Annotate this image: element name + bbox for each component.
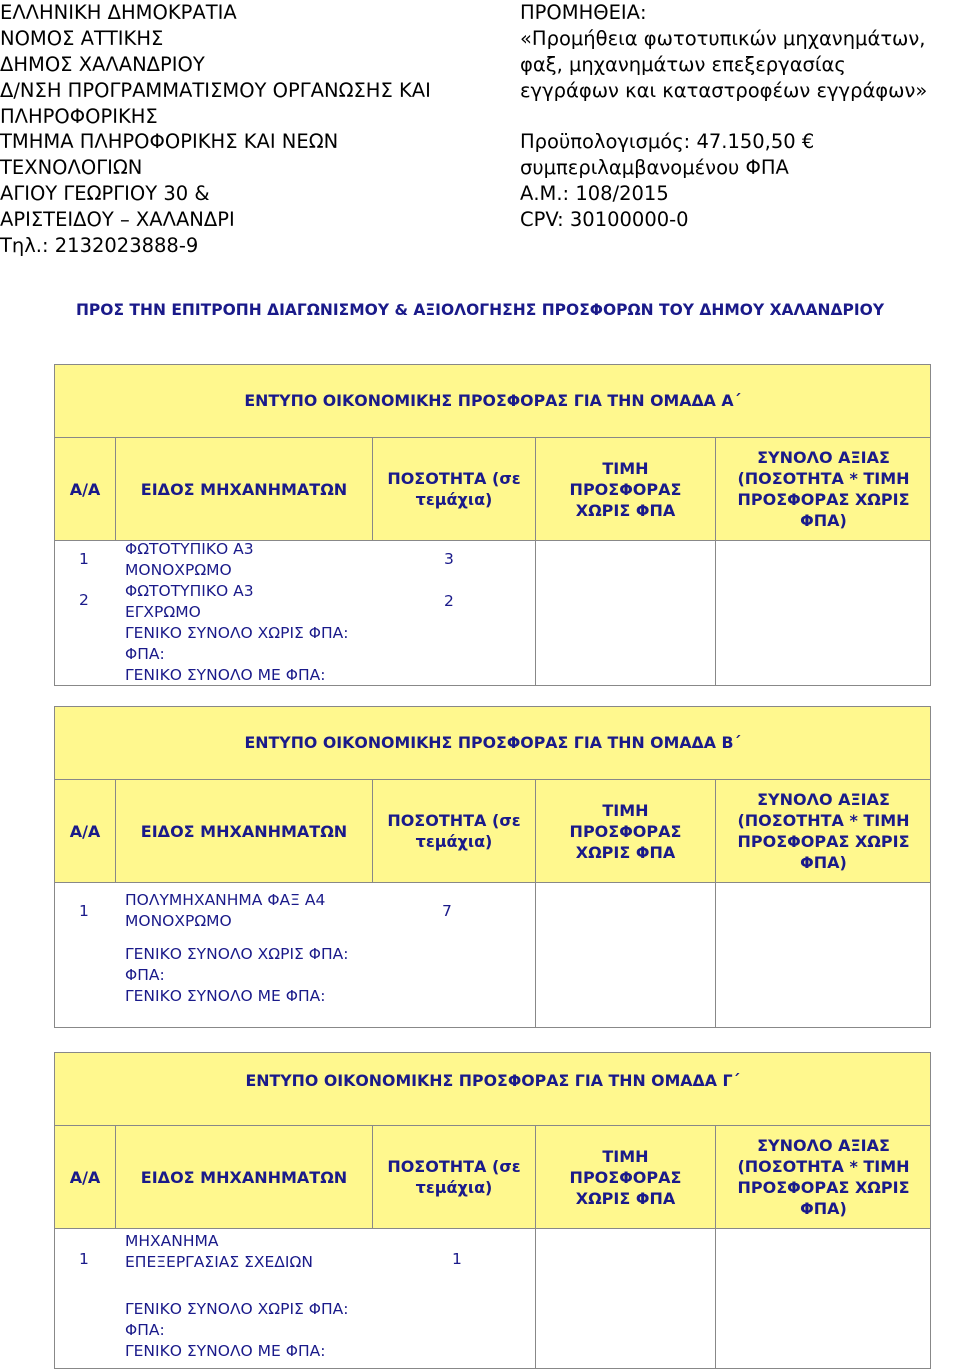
item-number: 1: [79, 550, 89, 568]
total-with-vat-label: ΓΕΝΙΚΟ ΣΥΝΟΛΟ ΜΕ ΦΠΑ:: [125, 987, 326, 1005]
issuer-line: ΝΟΜΟΣ ΑΤΤΙΚΗΣ: [0, 26, 164, 50]
table-body: [54, 540, 931, 686]
issuer-line: ΤΜΗΜΑ ΠΛΗΡΟΦΟΡΙΚΗΣ ΚΑΙ ΝΕΩΝ: [0, 130, 339, 154]
vat-label: ΦΠΑ:: [125, 645, 165, 663]
issuer-line: ΔΗΜΟΣ ΧΑΛΑΝΔΡΙΟΥ: [0, 52, 205, 76]
col-aa-header: Α/Α: [69, 821, 101, 841]
item-number: 1: [79, 902, 89, 920]
col-qty-header: ΠΟΣΟΤΗΤΑ (σε τεμάχια): [372, 780, 535, 882]
item-name: ΕΓΧΡΩΜΟ: [125, 603, 201, 621]
vat-label: ΦΠΑ:: [125, 1321, 165, 1339]
item-quantity: 7: [442, 902, 452, 920]
group-title: ΕΝΤΥΠΟ ΟΙΚΟΝΟΜΙΚΗΣ ΠΡΟΣΦΟΡΑΣ ΓΙΑ ΤΗΝ ΟΜΑΔΑ Α΄: [54, 364, 931, 438]
issuer-line: ΠΛΗΡΟΦΟΡΙΚΗΣ: [0, 104, 158, 128]
issuer-address-block: [0, 0, 431, 259]
procurement-info-block: [520, 0, 927, 233]
procurement-title-line: φαξ, μηχανημάτων επεξεργασίας: [520, 52, 846, 76]
group-title: ΕΝΤΥΠΟ ΟΙΚΟΝΟΜΙΚΗΣ ΠΡΟΣΦΟΡΑΣ ΓΙΑ ΤΗΝ ΟΜΑΔΑ Γ΄: [54, 1052, 931, 1126]
col-qty-header: ΠΟΣΟΤΗΤΑ (σε τεμάχια): [372, 438, 535, 540]
issuer-line: ΕΛΛΗΝΙΚΗ ΔΗΜΟΚΡΑΤΙΑ: [0, 1, 237, 24]
col-aa-header: Α/Α: [69, 1167, 101, 1187]
col-total-header: ΣΥΝΟΛΟ ΑΞΙΑΣ (ΠΟΣΟΤΗΤΑ * ΤΙΜΗ ΠΡΟΣΦΟΡΑΣ ΧΩΡΙΣ ΦΠΑ): [715, 1126, 931, 1228]
group-title: ΕΝΤΥΠΟ ΟΙΚΟΝΟΜΙΚΗΣ ΠΡΟΣΦΟΡΑΣ ΓΙΑ ΤΗΝ ΟΜΑΔΑ Β΄: [54, 706, 931, 780]
item-number: 2: [79, 591, 89, 609]
item-name: ΠΟΛΥΜΗΧΑΝΗΜΑ ΦΑΞ Α4: [125, 891, 326, 909]
col-price-header: ΤΙΜΗ ΠΡΟΣΦΟΡΑΣ ΧΩΡΙΣ ΦΠΑ: [535, 1126, 715, 1228]
registry-number: Α.Μ.: 108/2015: [520, 182, 669, 206]
total-without-vat-label: ΓΕΝΙΚΟ ΣΥΝΟΛΟ ΧΩΡΙΣ ΦΠΑ:: [125, 624, 349, 642]
committee-heading: ΠΡΟΣ ΤΗΝ ΕΠΙΤΡΟΠΗ ΔΙΑΓΩΝΙΣΜΟΥ & ΑΞΙΟΛΟΓΗΣΗΣ ΠΡΟΣΦΟΡΩΝ ΤΟΥ ΔΗΜΟΥ ΧΑΛΑΝΔΡΙΟΥ: [75, 301, 885, 319]
table-header: [54, 437, 931, 541]
issuer-line: ΤΕΧΝΟΛΟΓΙΩΝ: [0, 156, 143, 180]
col-type-header: ΕΙΔΟΣ ΜΗΧΑΝΗΜΑΤΩΝ: [115, 438, 372, 540]
spacer: [520, 104, 927, 130]
col-type-header: ΕΙΔΟΣ ΜΗΧΑΝΗΜΑΤΩΝ: [115, 1126, 372, 1228]
budget-note: συμπεριλαμβανομένου ΦΠΑ: [520, 156, 789, 180]
col-price-header: ΤΙΜΗ ΠΡΟΣΦΟΡΑΣ ΧΩΡΙΣ ΦΠΑ: [535, 780, 715, 882]
procurement-title-line: εγγράφων και καταστροφέων εγγράφων»: [520, 78, 928, 102]
vat-label: ΦΠΑ:: [125, 966, 165, 984]
item-quantity: 1: [452, 1250, 462, 1268]
col-aa-header: Α/Α: [69, 479, 101, 499]
col-total-header: ΣΥΝΟΛΟ ΑΞΙΑΣ (ΠΟΣΟΤΗΤΑ * ΤΙΜΗ ΠΡΟΣΦΟΡΑΣ ΧΩΡΙΣ ΦΠΑ): [715, 780, 931, 882]
issuer-line: ΑΡΙΣΤΕΙΔΟΥ – ΧΑΛΑΝΔΡΙ: [0, 208, 235, 232]
budget: Προϋπολογισμός: 47.150,50 €: [520, 130, 815, 154]
item-name: ΜΟΝΟΧΡΩΜΟ: [125, 561, 232, 579]
item-quantity: 3: [444, 550, 454, 568]
issuer-phone: Τηλ.: 2132023888-9: [0, 234, 199, 258]
total-with-vat-label: ΓΕΝΙΚΟ ΣΥΝΟΛΟ ΜΕ ΦΠΑ:: [125, 666, 326, 684]
col-total-header: ΣΥΝΟΛΟ ΑΞΙΑΣ (ΠΟΣΟΤΗΤΑ * ΤΙΜΗ ΠΡΟΣΦΟΡΑΣ ΧΩΡΙΣ ΦΠΑ): [715, 438, 931, 540]
table-header: [54, 779, 931, 883]
table-body: [54, 1228, 931, 1369]
issuer-line: Δ/ΝΣΗ ΠΡΟΓΡΑΜΜΑΤΙΣΜΟΥ ΟΡΓΑΝΩΣΗΣ ΚΑΙ: [0, 78, 431, 102]
item-name: ΦΩΤΟΤΥΠΙΚΟ Α3: [125, 582, 254, 600]
cpv-code: CPV: 30100000-0: [520, 208, 689, 232]
item-name: ΦΩΤΟΤΥΠΙΚΟ Α3: [125, 540, 254, 558]
procurement-title-line: «Προμήθεια φωτοτυπικών μηχανημάτων,: [520, 26, 926, 50]
total-without-vat-label: ΓΕΝΙΚΟ ΣΥΝΟΛΟ ΧΩΡΙΣ ΦΠΑ:: [125, 1300, 349, 1318]
item-number: 1: [79, 1250, 89, 1268]
item-name: ΜΗΧΑΝΗΜΑ: [125, 1232, 219, 1250]
col-price-header: ΤΙΜΗ ΠΡΟΣΦΟΡΑΣ ΧΩΡΙΣ ΦΠΑ: [535, 438, 715, 540]
col-qty-header: ΠΟΣΟΤΗΤΑ (σε τεμάχια): [372, 1126, 535, 1228]
procurement-label: ΠΡΟΜΗΘΕΙΑ:: [520, 1, 647, 24]
col-type-header: ΕΙΔΟΣ ΜΗΧΑΝΗΜΑΤΩΝ: [115, 780, 372, 882]
total-with-vat-label: ΓΕΝΙΚΟ ΣΥΝΟΛΟ ΜΕ ΦΠΑ:: [125, 1342, 326, 1360]
table-body: [54, 882, 931, 1028]
total-without-vat-label: ΓΕΝΙΚΟ ΣΥΝΟΛΟ ΧΩΡΙΣ ΦΠΑ:: [125, 945, 349, 963]
item-quantity: 2: [444, 592, 454, 610]
item-name: ΕΠΕΞΕΡΓΑΣΙΑΣ ΣΧΕΔΙΩΝ: [125, 1253, 313, 1271]
issuer-line: ΑΓΙΟΥ ΓΕΩΡΓΙΟΥ 30 &: [0, 182, 210, 206]
item-name: ΜΟΝΟΧΡΩΜΟ: [125, 912, 232, 930]
table-header: [54, 1125, 931, 1229]
